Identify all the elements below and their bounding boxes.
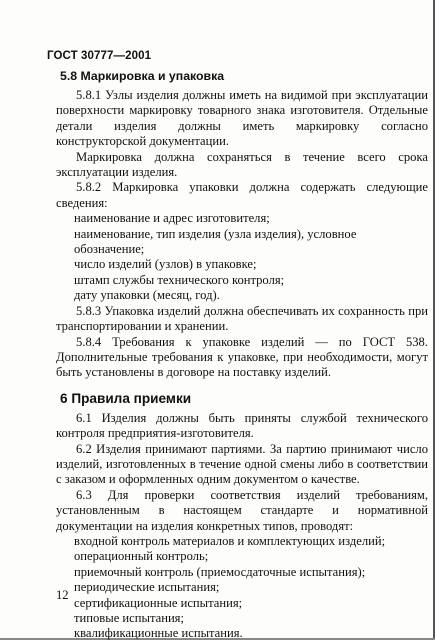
list-item: периодические испытания; — [74, 580, 220, 595]
section-5-8-title: 5.8 Маркировка и упаковка — [60, 69, 225, 83]
paragraph-5-8-1-cont: Маркировка должна сохраняться в течение всего срока эксплуатации изделия. — [56, 149, 428, 180]
paragraph-5-8-4: 5.8.4 Требования к упаковке изделий — по ГОСТ 538. Дополнительные требования к упаковке, при необходимости, могут быть установлены в договоре на поставку изделий. — [56, 334, 428, 380]
paragraph-5-8-3: 5.8.3 Упаковка изделий должна обеспечивать их сохранность при транспортировании и хранении. — [56, 303, 428, 334]
list-item: типовые испытания; — [74, 611, 184, 625]
page-number: 12 — [56, 588, 69, 602]
section-6-title: 6 Правила приемки — [60, 390, 192, 406]
list-item: наименование и адрес изготовителя; — [74, 211, 270, 226]
paragraph-6-3: 6.3 Для проверки соответствия изделий требованиям, установленным в настоящем стандарте и нормативной документации на изделия конкретных типов, проводят: — [56, 487, 428, 533]
paragraph-6-1: 6.1 Изделия должны быть приняты службой технического контроля предприятия-изготовителя. — [56, 410, 428, 441]
list-item: наименование, тип изделия (узла изделия), условное обозначение; — [74, 226, 357, 257]
list-item: сертификационные испытания; — [74, 595, 243, 610]
list-item: штамп службы технического контроля; — [74, 272, 285, 287]
list-item: входной контроль материалов и комплектующих изделий; — [74, 533, 386, 548]
list-item: приемочный контроль (приемосдаточные испытания); — [74, 564, 366, 579]
list-item: квалификационные испытания. — [74, 626, 243, 641]
paragraph-5-8-1: 5.8.1 Узлы изделия должны иметь на видимой при эксплуатации поверхности маркировку товарного знака изготовителя. Отдельные детали изделия должны иметь маркировку согласно конструкторской документации. — [56, 88, 428, 149]
paragraph-6-2: 6.2 Изделия принимают партиями. За партию принимают число изделий, изготовленных в течение одной смены либо в соответствии с заказом и оформленных одним документом о качестве. — [56, 441, 428, 487]
list-item: дату упаковки (месяц, год). — [74, 288, 220, 303]
document-header: ГОСТ 30777—2001 — [47, 50, 152, 62]
list-item: операционный контроль; — [74, 549, 209, 564]
document-body — [56, 68, 428, 642]
list-item: число изделий (узлов) в упаковке; — [74, 257, 257, 272]
paragraph-5-8-2: 5.8.2 Маркировка упаковки должна содержать следующие сведения: — [56, 180, 428, 210]
